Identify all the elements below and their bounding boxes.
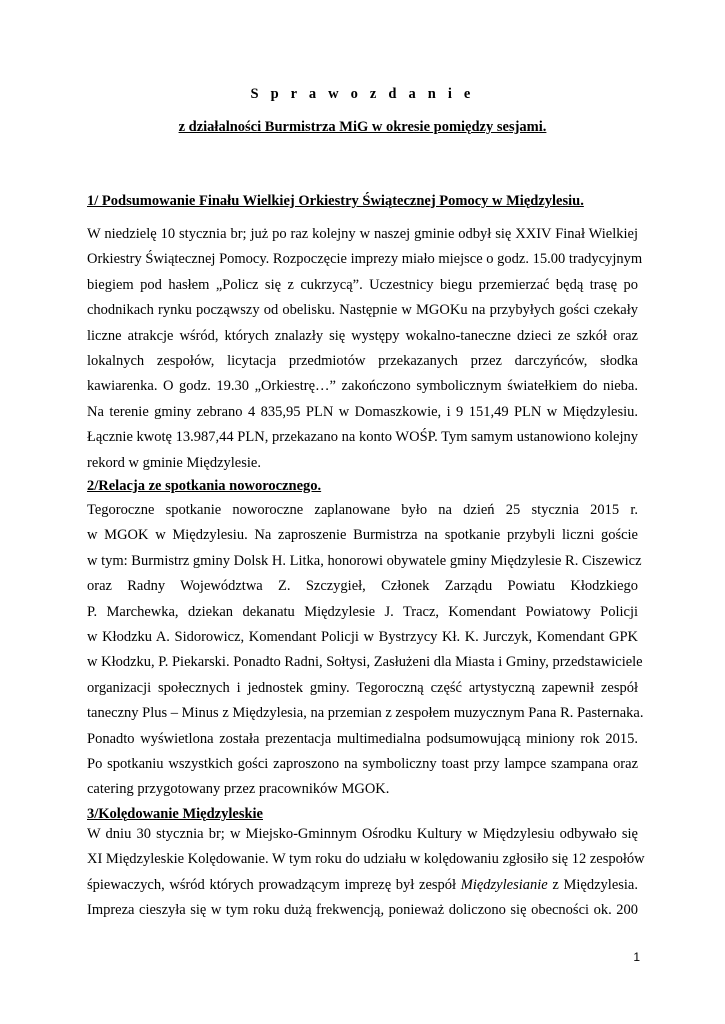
paragraph-line: Impreza cieszyła się w tym roku dużą frekwencją, ponieważ doliczono się obecności ok. 200: [87, 902, 638, 919]
paragraph-line: catering przygotowany przez pracowników MGOK.: [87, 781, 390, 798]
paragraph-line: Po spotkaniu wszystkich gości zaproszono na symboliczny toast przy lampce szampana oraz: [87, 755, 638, 772]
paragraph-line: organizacji społecznych i jednostek gminy. Tegoroczną część artystyczną zapewnił zespół: [87, 679, 638, 696]
section-3-paragraph: [87, 822, 645, 924]
document-subtitle: z działalności Burmistrza MiG w okresie pomiędzy sesjami.: [178, 119, 547, 135]
paragraph-line: w tym: Burmistrz gminy Dolsk H. Litka, honorowi obywatele gminy Międzylesie R. Ciszewicz: [87, 552, 642, 569]
paragraph-line: oraz Radny Województwa Z. Szczygieł, Członek Zarządu Powiatu Kłodzkiego: [87, 578, 638, 595]
paragraph-line: Orkiestry Świątecznej Pomocy. Rozpoczęcie imprezy miało miejsce o godz. 15.00 tradycyjnym: [87, 251, 643, 268]
paragraph-line: W dniu 30 stycznia br; w Miejsko-Gminnym Ośrodku Kultury w Międzylesiu odbywało się: [87, 826, 638, 842]
paragraph-line: lokalnych zespołów, licytacja przedmiotów przekazanych przez darczyńców, słodka: [87, 352, 638, 369]
paragraph-line: kawiarenka. O godz. 19.30 „Orkiestrę…” zakończono symbolicznym światełkiem do nieba.: [87, 378, 638, 395]
paragraph-line: XI Międzyleskie Kolędowanie. W tym roku do udziału w kolędowaniu zgłosiło się 12 zespołów: [87, 851, 645, 868]
paragraph-line: chodnikach rynku począwszy od obelisku. Następnie w MGOKu na przybyłych gości czekały: [87, 302, 638, 319]
section-2-paragraph: [87, 498, 644, 803]
section-1-paragraph: [87, 222, 643, 476]
paragraph-line: W niedzielę 10 stycznia br; już po raz kolejny w naszej gminie odbył się XXIV Finał Wielkiej: [87, 226, 638, 242]
ensemble-name: Międzylesianie: [460, 876, 548, 893]
paragraph-line: liczne atrakcje wśród, których znalazły się występy wokalno-taneczne dzieci ze szkół oraz: [87, 327, 638, 344]
paragraph-line: w MGOK w Międzylesiu. Na zaproszenie Burmistrza na spotkanie przybyli liczni goście: [87, 527, 638, 544]
paragraph-line: biegiem pod hasłem „Policz się z cukrzycą”. Uczestnicy biegu przemierzać będą trasę po: [87, 276, 638, 293]
section-3-heading: 3/Kolędowanie Międzyleskie: [87, 806, 263, 822]
line-text: z Międzylesia.: [547, 876, 638, 893]
paragraph-line: Łącznie kwotę 13.987,44 PLN, przekazano na konto WOŚP. Tym samym ustanowiono kolejny: [87, 429, 638, 446]
paragraph-line: Ponadto wyświetlona została prezentacja multimedialna podsumowującą miniony rok 2015.: [87, 730, 638, 747]
section-1-heading: 1/ Podsumowanie Finału Wielkiej Orkiestry Świątecznej Pomocy w Międzylesiu.: [87, 193, 584, 209]
paragraph-line: rekord w gminie Międzylesie.: [87, 454, 261, 471]
paragraph-line: w Kłodzku A. Sidorowicz, Komendant Policji w Bystrzycy Kł. K. Jurczyk, Komendant GPK: [87, 628, 638, 645]
paragraph-line: Tegoroczne spotkanie noworoczne zaplanowane było na dzień 25 stycznia 2015 r.: [87, 502, 638, 518]
page-number: 1: [633, 950, 640, 964]
paragraph-line: taneczny Plus – Minus z Międzylesia, na przemian z zespołem muzycznym Pana R. Pasternaka.: [87, 705, 644, 722]
paragraph-line: Na terenie gminy zebrano 4 835,95 PLN w Domaszkowie, i 9 151,49 PLN w Międzylesiu.: [87, 403, 638, 420]
document-title: S p r a w o z d a n i e: [250, 86, 475, 102]
line-text: śpiewaczych, wśród których prowadzącym imprezę był zespół: [87, 876, 461, 893]
section-2-heading: 2/Relacja ze spotkania noworocznego.: [87, 478, 322, 494]
paragraph-line: P. Marchewka, dziekan dekanatu Międzylesie J. Tracz, Komendant Powiatowy Policji: [87, 603, 638, 620]
paragraph-line: [87, 873, 638, 898]
paragraph-line: w Kłodzku, P. Piekarski. Ponadto Radni, Sołtysi, Zasłużeni dla Miasta i Gminy, przedstawiciele: [87, 654, 643, 671]
